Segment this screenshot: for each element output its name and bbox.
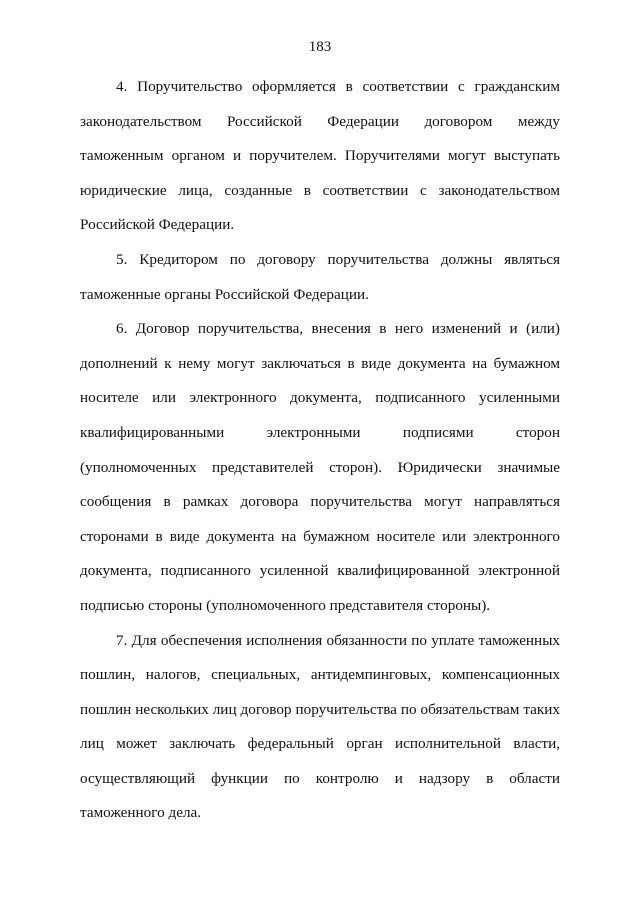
paragraph-5: 5. Кредитором по договору поручительства должны являться таможенные органы Российской Федерации. (80, 250, 560, 303)
paragraph-6: 6. Договор поручительства, внесения в него изменений и (или) дополнений к нему могут заключаться в виде документа на бумажном носителе или электронного документа, подписанного усиленными квалифицированными электронными подписями сторон (уполномоченных представителей сторон). Юридически значимые сообщения в рамках договора поручительства могут направляться сторонами в виде документа на бумажном носителе или электронного документа, подписанного усиленной квалифицированной электронной подписью стороны (уполномоченного представителя стороны). (80, 320, 560, 614)
paragraph-4: 4. Поручительство оформляется в соответствии с гражданским законодательством Российской Федерации договором между таможенным органом и поручителем. Поручителями могут выступать юридические лица, созданные в соответствии с законодательством Российской Федерации. (80, 78, 560, 234)
page-number: 183 (308, 39, 332, 55)
paragraph-7: 7. Для обеспечения исполнения обязанности по уплате таможенных пошлин, налогов, специальных, антидемпинговых, компенсационных пошлин нескольких лиц договор поручительства по обязательствам таких лиц может заключать федеральный орган исполнительной власти, осуществляющий функции по контролю и надзору в области таможенного дела. (80, 631, 560, 822)
document-body (80, 70, 560, 831)
